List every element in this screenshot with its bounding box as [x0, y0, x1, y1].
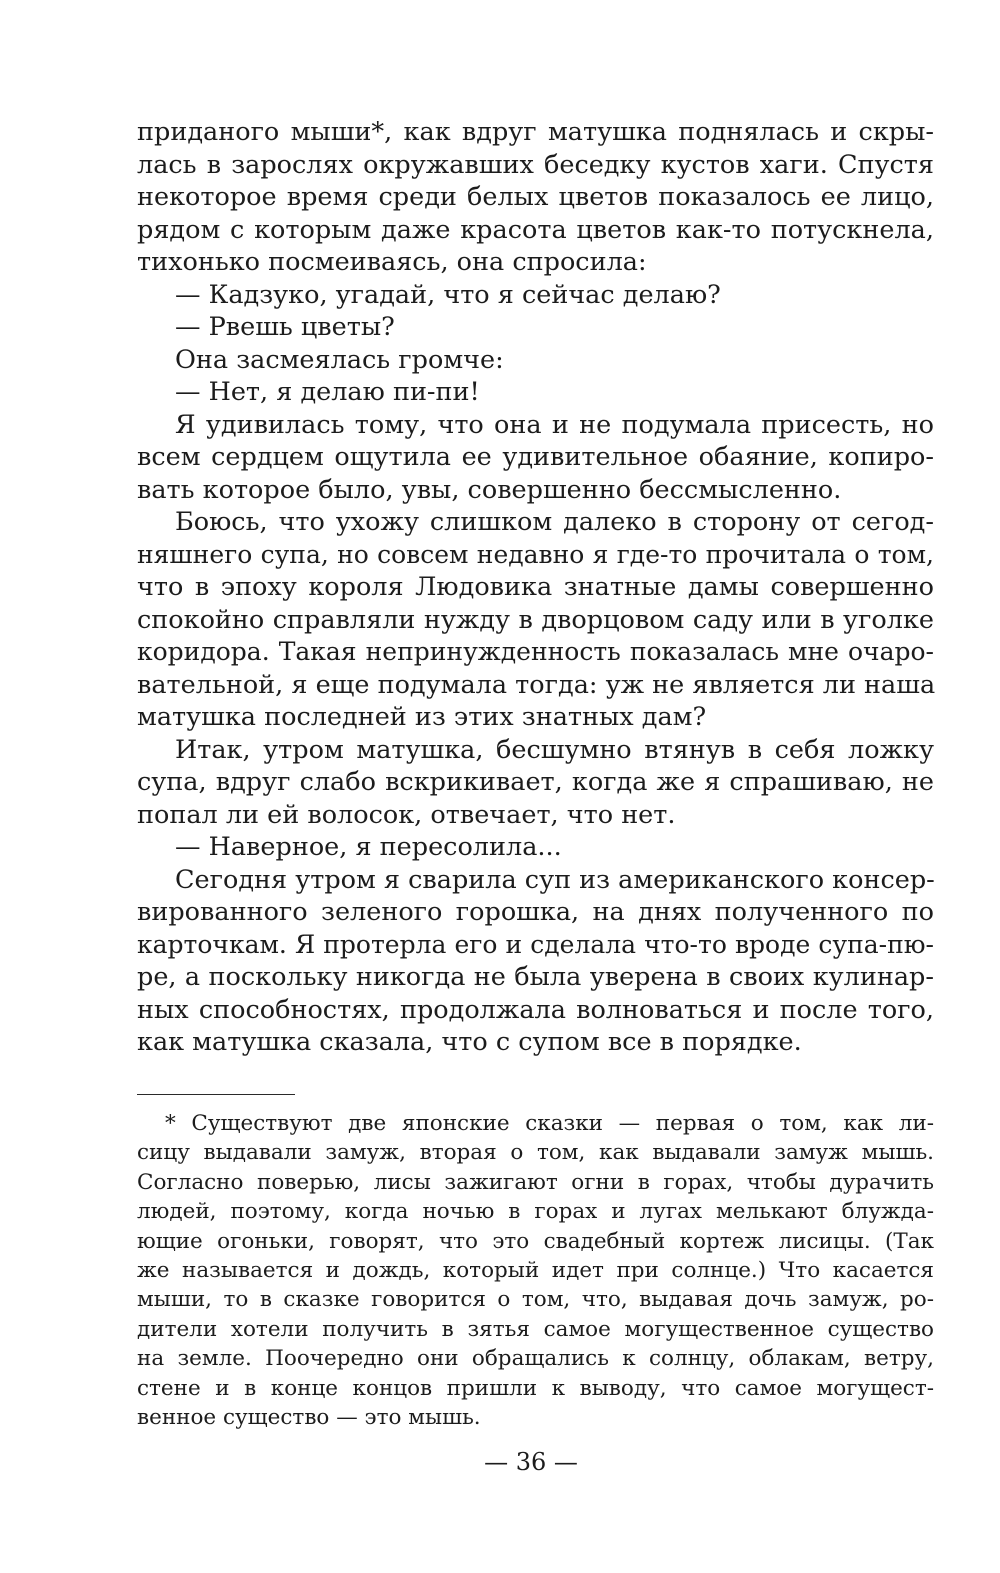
footnote-line: сицу выдавали замуж, вторая о том, как выдавали замуж мышь. — [137, 1140, 934, 1166]
dialogue-line: — Рвешь цветы? — [175, 312, 395, 342]
text-line: Я удивилась тому, что она и не подумала присесть, но — [175, 409, 934, 440]
footnote-divider — [137, 1094, 295, 1095]
text-line: вать которое было, увы, совершенно бессмысленно. — [137, 474, 842, 505]
main-text — [137, 116, 934, 1059]
footnote-line: ющие огоньки, говорят, что это свадебный кортеж лисицы. (Так — [137, 1228, 934, 1254]
footnote-line: дители хотели получить в зятья самое могущественное существо — [137, 1316, 934, 1342]
footnote-line: мыши, то в сказке говорится о том, что, выдавая дочь замуж, ро- — [137, 1287, 934, 1313]
dialogue-line: — Кадзуко, угадай, что я сейчас делаю? — [175, 279, 721, 310]
text-line: ре, а поскольку никогда не была уверена в своих кулинар- — [137, 962, 934, 992]
text-line: лась в зарослях окружавших беседку кустов хаги. Спустя — [137, 149, 934, 180]
text-line: вированного зеленого горошка, на днях полученного по — [137, 897, 934, 927]
dialogue-line: — Наверное, я пересолила... — [175, 832, 562, 862]
text-line: супа, вдруг слабо вскрикивает, когда же я спрашиваю, не — [137, 767, 934, 797]
text-line: Итак, утром матушка, бесшумно втянув в себя ложку — [175, 734, 934, 765]
text-line: Сегодня утром я сварила суп из американского консер- — [175, 864, 935, 895]
footnote — [137, 1109, 934, 1432]
text-line: приданого мыши*, как вдруг матушка поднялась и скры- — [137, 117, 934, 147]
dialogue-line: — Нет, я делаю пи-пи! — [175, 377, 480, 407]
footnote-line: же называется и дождь, который идет при солнце.) Что касается — [137, 1257, 934, 1283]
footnote-line: * Существуют две японские сказки — первая о том, как ли- — [165, 1111, 934, 1136]
page-number: — 36 — — [484, 1448, 578, 1476]
text-line: некоторое время среди белых цветов показалось ее лицо, — [137, 182, 934, 212]
text-line: рядом с которым даже красота цветов как-то потускнела, — [137, 214, 934, 245]
text-line: коридора. Такая непринужденность показалась мне очаро- — [137, 637, 934, 666]
text-line: Она засмеялась громче: — [175, 344, 504, 375]
text-line: спокойно справляли нужду в дворцовом саду или в уголке — [137, 604, 934, 635]
footnote-line: Согласно поверью, лисы зажигают огни в горах, чтобы дурачить — [137, 1169, 934, 1195]
text-line: Боюсь, что ухожу слишком далеко в сторону от сегод- — [175, 507, 934, 537]
text-line: карточкам. Я протерла его и сделала что-то вроде супа-пю- — [137, 929, 934, 959]
text-line: что в эпоху короля Людовика знатные дамы совершенно — [137, 572, 934, 602]
text-line: няшнего супа, но совсем недавно я где-то прочитала о том, — [137, 539, 934, 569]
footnote-line: стене и в конце концов пришли к выводу, что самое могущест- — [137, 1375, 934, 1401]
footnote-line: венное существо — это мышь. — [137, 1404, 481, 1430]
text-line: матушка последней из этих знатных дам? — [137, 702, 707, 732]
text-line: тихонько посмеиваясь, она спросила: — [137, 247, 647, 277]
footnote-line: на земле. Поочередно они обращались к солнцу, облакам, ветру, — [137, 1346, 934, 1372]
text-line: попал ли ей волосок, отвечает, что нет. — [137, 799, 676, 830]
text-line: ных способностях, продолжала волноваться и после того, — [137, 994, 934, 1025]
text-line: как матушка сказала, что с супом все в порядке. — [137, 1027, 802, 1057]
footnote-line: людей, поэтому, когда ночью в горах и лугах мелькают блужда- — [137, 1199, 934, 1225]
text-line: вательной, я еще подумала тогда: уж не является ли наша — [137, 669, 936, 700]
text-line: всем сердцем ощутила ее удивительное обаяние, копиро- — [137, 442, 934, 472]
